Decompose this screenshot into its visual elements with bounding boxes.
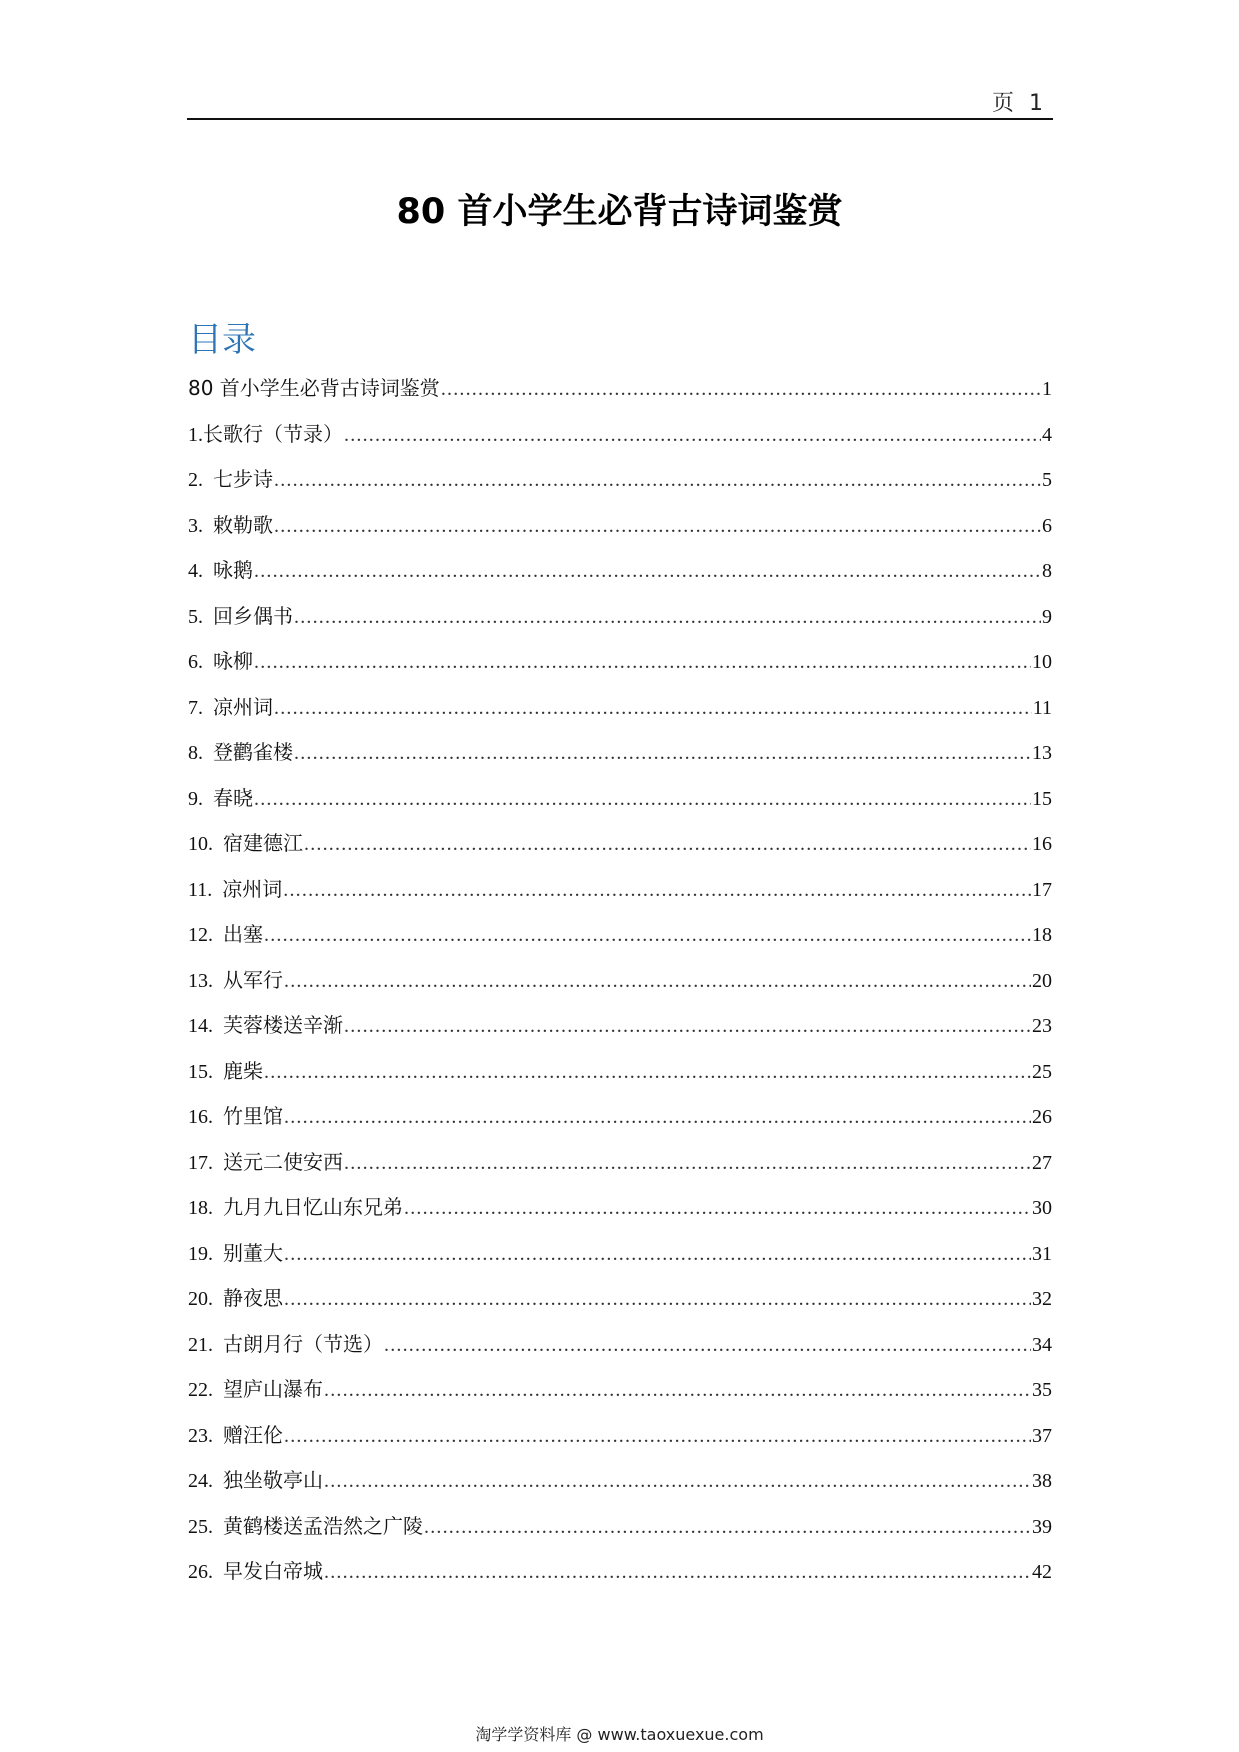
- toc-entry[interactable]: [188, 1326, 1052, 1372]
- toc-entry-title[interactable]: 回乡偶书: [213, 603, 293, 628]
- toc-entry-number: 1.: [188, 423, 203, 446]
- dot-leader: [284, 1099, 1031, 1135]
- dot-leader: [441, 371, 1041, 407]
- page-number-label: 页 1: [992, 91, 1047, 116]
- toc-entry-page[interactable]: 4: [1042, 423, 1052, 446]
- toc-entry-page[interactable]: 11: [1032, 696, 1052, 719]
- toc-entry-page[interactable]: 9: [1042, 605, 1052, 628]
- dot-leader: [324, 1372, 1031, 1408]
- toc-entry-title[interactable]: 独坐敬亭山: [223, 1468, 323, 1492]
- toc-entry-title[interactable]: 鹿柴: [223, 1058, 263, 1083]
- dot-leader: [284, 1236, 1031, 1272]
- toc-entry-page[interactable]: 37: [1032, 1424, 1052, 1447]
- toc-entry[interactable]: [188, 1098, 1052, 1144]
- toc-entry-title[interactable]: 长歌行（节录）: [203, 421, 343, 446]
- toc-entry-page[interactable]: 1: [1042, 378, 1052, 400]
- toc-entry[interactable]: [188, 1508, 1052, 1554]
- dot-leader: [294, 735, 1031, 771]
- page-header: [187, 82, 1053, 120]
- toc-entry[interactable]: [188, 1144, 1052, 1190]
- toc-heading: 目录: [188, 320, 256, 360]
- toc-entry-page[interactable]: 5: [1042, 469, 1052, 491]
- toc-entry-page[interactable]: 10: [1032, 651, 1052, 673]
- toc-entry-number: 16.: [188, 1106, 223, 1128]
- toc-entry[interactable]: [188, 552, 1052, 598]
- dot-leader: [254, 644, 1031, 680]
- toc-entry-title[interactable]: 春晓: [213, 785, 253, 810]
- toc-entry-number: 6.: [188, 651, 213, 673]
- toc-entry[interactable]: [188, 1235, 1052, 1281]
- toc-entry-number: 25.: [188, 1515, 223, 1538]
- toc-entry-number: 23.: [188, 1424, 223, 1447]
- toc-entry[interactable]: [188, 916, 1052, 962]
- toc-entry-title[interactable]: 早发白帝城: [223, 1559, 323, 1583]
- toc-entry-number: 10.: [188, 833, 223, 855]
- dot-leader: [304, 826, 1031, 862]
- toc-entry[interactable]: [188, 962, 1052, 1008]
- toc-entry[interactable]: [188, 1553, 1052, 1599]
- toc-entry-page[interactable]: 18: [1032, 924, 1052, 946]
- toc-entry[interactable]: [188, 734, 1052, 780]
- toc-entry-title[interactable]: 出塞: [223, 922, 263, 946]
- toc-entry[interactable]: [188, 370, 1052, 416]
- dot-leader: [264, 1054, 1031, 1090]
- toc-entry[interactable]: [188, 507, 1052, 553]
- toc-entry-number: 4.: [188, 560, 213, 582]
- toc-entry-number: 3.: [188, 514, 213, 537]
- dot-leader: [264, 917, 1031, 953]
- toc-entry-number: 19.: [188, 1242, 223, 1265]
- dot-leader: [324, 1463, 1031, 1499]
- dot-leader: [294, 599, 1041, 635]
- toc-entry[interactable]: [188, 1053, 1052, 1099]
- toc-entry-title[interactable]: 宿建德江: [223, 831, 303, 855]
- toc-entry-page[interactable]: 13: [1032, 742, 1052, 764]
- toc-entry-page[interactable]: 42: [1032, 1561, 1052, 1583]
- dot-leader: [344, 1145, 1031, 1181]
- dot-leader: [404, 1190, 1031, 1226]
- table-of-contents: [188, 370, 1052, 1599]
- toc-entry[interactable]: [188, 598, 1052, 644]
- toc-entry-title[interactable]: 咏鹅: [213, 558, 253, 582]
- toc-entry-page[interactable]: 20: [1032, 969, 1052, 992]
- toc-entry[interactable]: [188, 461, 1052, 507]
- toc-entry-number: 9.: [188, 787, 213, 810]
- toc-entry-number: 7.: [188, 696, 213, 719]
- toc-entry[interactable]: [188, 1280, 1052, 1326]
- toc-entry-title[interactable]: 竹里馆: [223, 1104, 283, 1128]
- toc-entry-page[interactable]: 30: [1032, 1197, 1052, 1219]
- dot-leader: [254, 553, 1041, 589]
- toc-entry-page[interactable]: 15: [1032, 787, 1052, 810]
- dot-leader: [284, 1418, 1031, 1454]
- toc-entry-number: 11.: [188, 878, 223, 901]
- dot-leader: [424, 1509, 1031, 1545]
- toc-entry[interactable]: [188, 1417, 1052, 1463]
- toc-entry-page[interactable]: 23: [1032, 1015, 1052, 1037]
- toc-entry[interactable]: [188, 416, 1052, 462]
- toc-entry-number: 17.: [188, 1151, 223, 1174]
- toc-entry-page[interactable]: 27: [1032, 1151, 1052, 1174]
- toc-entry-title[interactable]: 敕勒歌: [213, 512, 273, 537]
- toc-entry-number: 2.: [188, 469, 213, 491]
- toc-entry[interactable]: [188, 643, 1052, 689]
- footer-watermark: 淘学学资料库 @ www.taoxuexue.com: [475, 1725, 764, 1744]
- toc-entry-title[interactable]: 从军行: [223, 967, 283, 992]
- toc-entry-title[interactable]: 赠汪伦: [223, 1422, 283, 1447]
- toc-entry-title[interactable]: 登鹳雀楼: [213, 740, 293, 764]
- toc-entry-number: 14.: [188, 1015, 223, 1037]
- toc-entry[interactable]: [188, 689, 1052, 735]
- toc-entry-page[interactable]: 8: [1042, 560, 1052, 582]
- toc-entry-page[interactable]: 38: [1032, 1470, 1052, 1492]
- toc-entry-page[interactable]: 39: [1032, 1515, 1052, 1538]
- toc-entry-number: 22.: [188, 1379, 223, 1401]
- toc-entry-page[interactable]: 25: [1032, 1060, 1052, 1083]
- toc-entry-title[interactable]: 古朗月行（节选）: [223, 1331, 383, 1356]
- toc-entry[interactable]: [188, 1371, 1052, 1417]
- dot-leader: [284, 963, 1031, 999]
- toc-entry-title[interactable]: 九月九日忆山东兄弟: [223, 1195, 403, 1219]
- toc-entry-title[interactable]: 咏柳: [213, 649, 253, 673]
- toc-entry-number: 5.: [188, 605, 213, 628]
- toc-entry-number: 24.: [188, 1470, 223, 1492]
- toc-entry-title[interactable]: 送元二使安西: [223, 1149, 343, 1174]
- toc-entry-title[interactable]: 凉州词: [213, 694, 273, 719]
- toc-entry-page[interactable]: 16: [1032, 833, 1052, 855]
- dot-leader: [384, 1327, 1031, 1363]
- toc-entry-number: 20.: [188, 1288, 223, 1310]
- dot-leader: [283, 872, 1031, 908]
- toc-entry-page[interactable]: 34: [1032, 1333, 1052, 1356]
- toc-entry-page[interactable]: 31: [1032, 1242, 1052, 1265]
- toc-entry-number: 15.: [188, 1060, 223, 1083]
- toc-entry-title[interactable]: 黄鹤楼送孟浩然之广陵: [223, 1513, 423, 1538]
- toc-entry-page[interactable]: 17: [1032, 878, 1052, 901]
- toc-entry-page[interactable]: 26: [1032, 1106, 1052, 1128]
- toc-entry-page[interactable]: 35: [1032, 1379, 1052, 1401]
- toc-entry-title[interactable]: 静夜思: [223, 1286, 283, 1310]
- dot-leader: [274, 462, 1041, 498]
- document-title: 80 首小学生必背古诗词鉴赏: [396, 192, 843, 232]
- toc-entry-title[interactable]: 别董大: [223, 1240, 283, 1265]
- toc-entry-title[interactable]: 凉州词: [222, 876, 283, 901]
- dot-leader: [254, 781, 1031, 817]
- dot-leader: [344, 1008, 1031, 1044]
- toc-entry-number: 21.: [188, 1333, 223, 1356]
- toc-entry-title[interactable]: 望庐山瀑布: [223, 1377, 323, 1401]
- toc-entry-number: 13.: [188, 969, 223, 992]
- toc-entry-number: 26.: [188, 1561, 223, 1583]
- dot-leader: [324, 1554, 1031, 1590]
- toc-entry-number: 18.: [188, 1197, 223, 1219]
- toc-entry-title[interactable]: 芙蓉楼送辛渐: [223, 1013, 343, 1037]
- dot-leader: [274, 690, 1032, 726]
- toc-entry-page[interactable]: 6: [1042, 514, 1052, 537]
- toc-entry[interactable]: [188, 1189, 1052, 1235]
- toc-entry[interactable]: [188, 871, 1052, 917]
- dot-leader: [344, 417, 1041, 453]
- toc-entry-number: 12.: [188, 924, 223, 946]
- toc-entry[interactable]: [188, 825, 1052, 871]
- toc-entry-title[interactable]: 80 首小学生必背古诗词鉴赏: [188, 376, 440, 400]
- toc-entry[interactable]: [188, 1462, 1052, 1508]
- toc-entry-title[interactable]: 七步诗: [213, 467, 273, 491]
- toc-entry[interactable]: [188, 780, 1052, 826]
- dot-leader: [274, 508, 1041, 544]
- toc-entry-number: 8.: [188, 742, 213, 764]
- toc-entry[interactable]: [188, 1007, 1052, 1053]
- toc-entry-page[interactable]: 32: [1032, 1288, 1052, 1310]
- dot-leader: [284, 1281, 1031, 1317]
